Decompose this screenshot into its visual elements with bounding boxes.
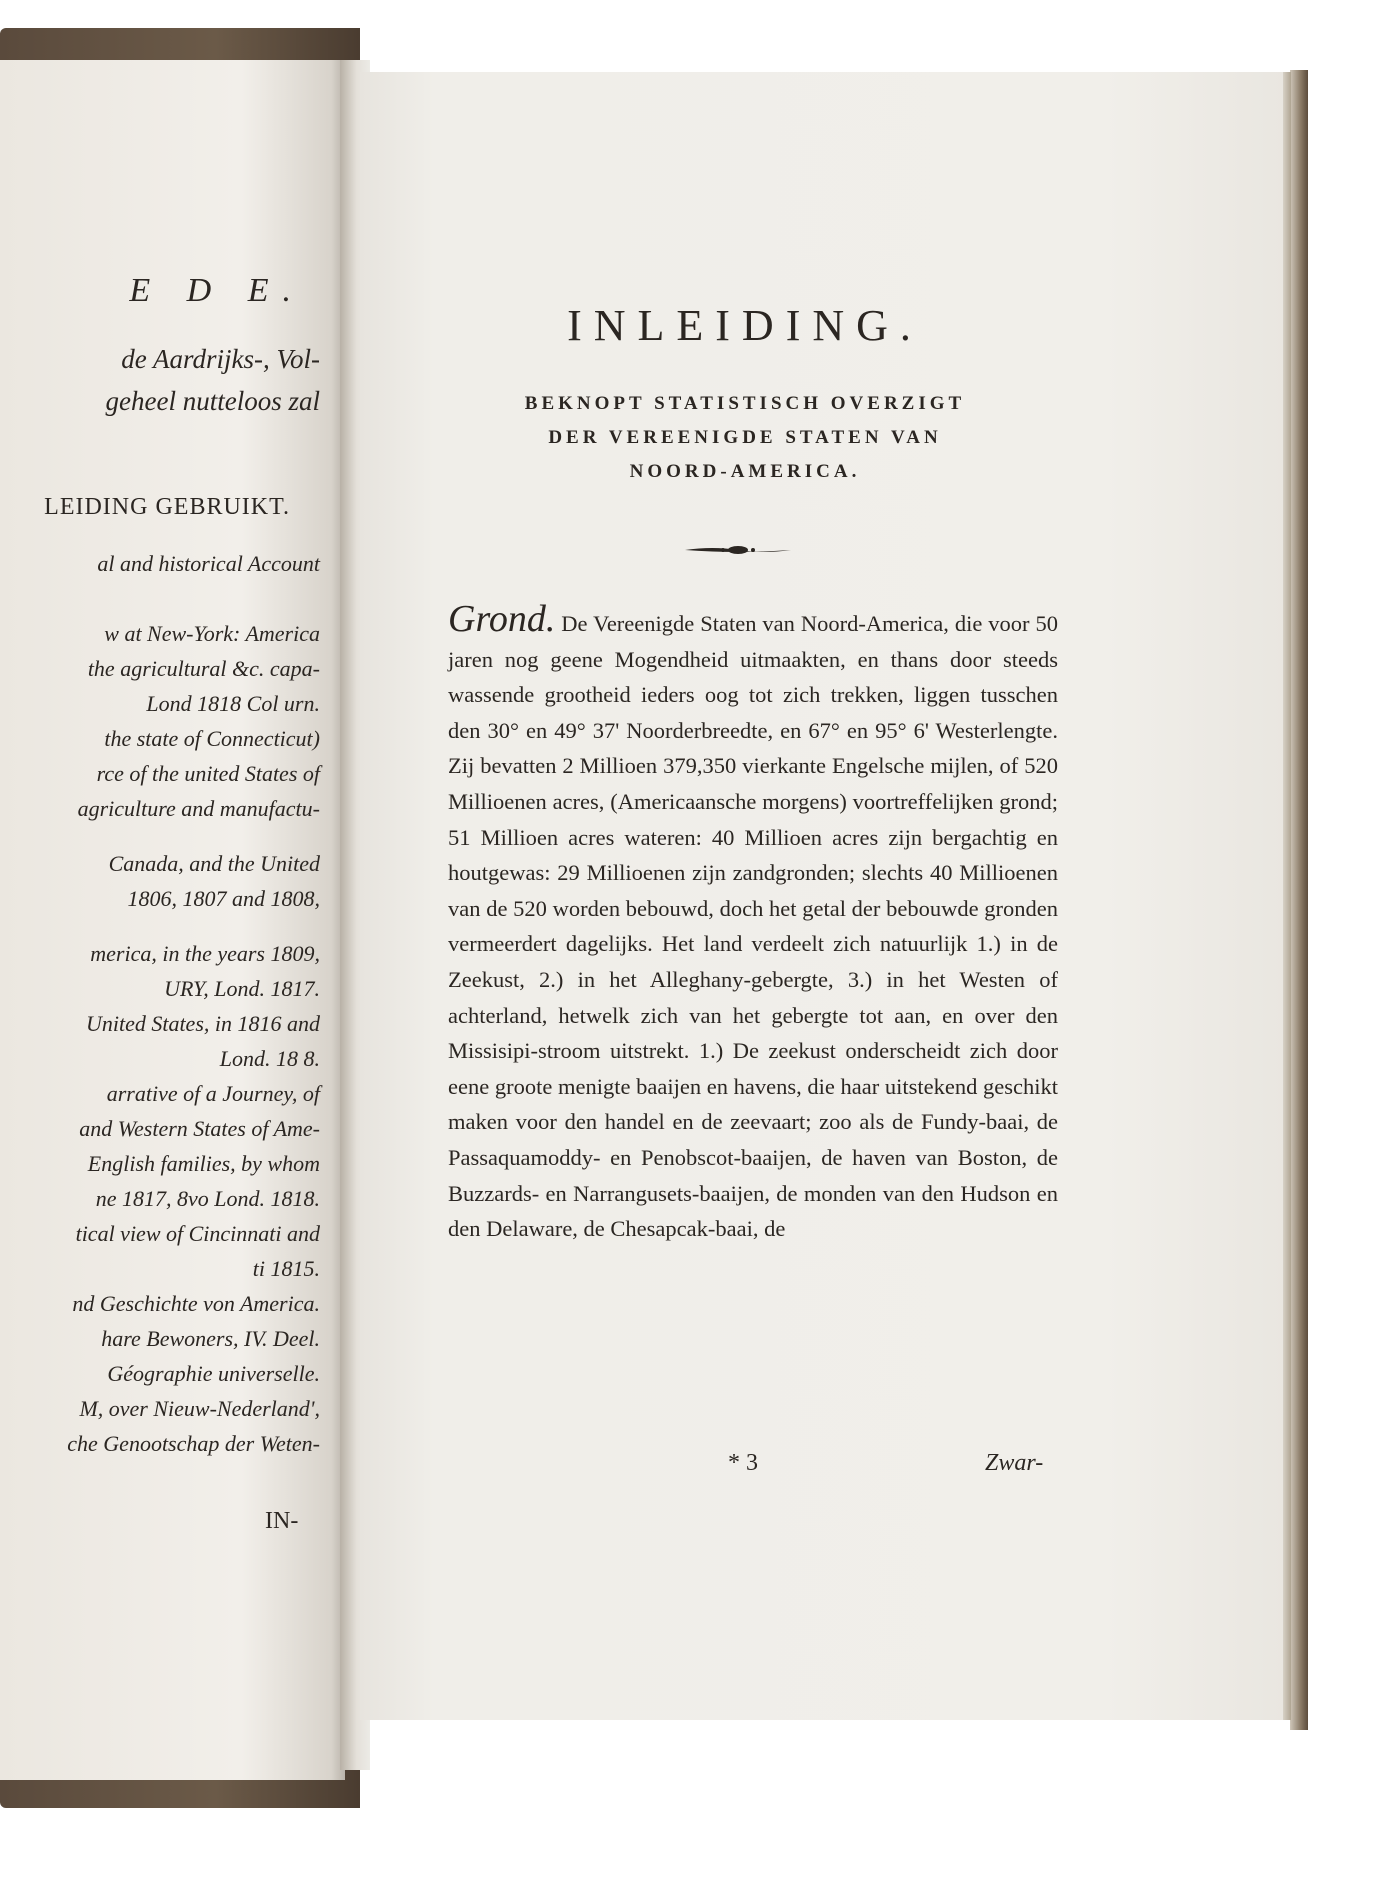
signature-mark: * 3 xyxy=(728,1450,758,1476)
dropcap-word: Grond. xyxy=(448,598,556,640)
reference-line: Canada, and the United xyxy=(108,851,320,876)
ornament-rule-icon xyxy=(683,540,793,560)
reference-line: agriculture and manufactu- xyxy=(77,796,320,821)
left-page xyxy=(0,60,345,1780)
reference-line: United States, in 1816 and xyxy=(85,1011,320,1036)
reference-line: and Western States of Ame- xyxy=(79,1116,320,1141)
reference-line: rce of the united States of xyxy=(96,761,320,786)
chapter-title: INLEIDING. xyxy=(567,301,923,350)
body-text: De Vereenigde Staten van Noord-America, die voor 50 jaren nog geene Mogendheid uitmaakten, en thans door steeds wassende grootheid ieders oog tot zich trekken, liggen tusschen den 30° en 49° 37' Noorderbreedte, en 67° en 95° 6' Westerlengte. Zij bevatten 2 Millioen 379,350 vierkante Engelsche mijlen, of 520 Millioenen acres, (Americaansche morgens) voortreffelijken grond; 51 Millioen acres wateren: 40 Millioen acres zijn bergachtig en houtgewas: 29 Millioenen zijn zandgronden; slechts 40 Millioenen van de 520 worden bebouwd, doch het getal der bebouwde gronden vermeerdert dagelijks. Het land verdeelt zich natuurlijk 1.) in de Zeekust, 2.) in het Alleghany-gebergte, 3.) in het Westen of achterland, hetwelk zich van het gebergte tot aan, en over den Missisipi-stroom uitstrekt. 1.) De zeekust onderscheidt zich door eene groote menigte baaijen en havens, die haar uitstekend geschikt maken voor den handel en de zeevaart; zoo als de Fundy-baai, de Passaquamoddy- en Penobscot-baaijen, de haven van Boston, de Buzzards- en Narrangusets-baaijen, de monden van den Hudson en den Delaware, de Chesapcak-baai, de xyxy=(448,611,1058,1242)
left-intro-line: geheel nutteloos zal xyxy=(105,386,320,416)
reference-line: w at New-York: America xyxy=(104,621,320,646)
chapter-subtitle-line: DER VEREENIGDE STATEN VAN xyxy=(548,427,942,448)
left-page-heading: E D E. xyxy=(129,272,305,309)
reference-line: merica, in the years 1809, xyxy=(90,941,320,966)
left-page-catchword: IN- xyxy=(265,1508,299,1534)
right-page-catchword: Zwar- xyxy=(985,1450,1044,1476)
reference-line: English families, by whom xyxy=(87,1151,320,1176)
reference-line: the agricultural &c. capa- xyxy=(87,656,320,681)
reference-line: Lond 1818 Col urn. xyxy=(146,691,320,716)
reference-line: che Genootschap der Weten- xyxy=(67,1431,320,1456)
book-cover-right xyxy=(1290,70,1308,1730)
reference-line: tical view of Cincinnati and xyxy=(75,1221,320,1246)
reference-line: arrative of a Journey, of xyxy=(106,1081,320,1106)
reference-line: ne 1817, 8vo Lond. 1818. xyxy=(95,1186,320,1211)
reference-line: al and historical Account xyxy=(97,551,320,576)
left-intro-line: de Aardrijks-, Vol- xyxy=(121,344,320,374)
left-page-subheading: LEIDING GEBRUIKT. xyxy=(44,494,290,520)
reference-line: the state of Connecticut) xyxy=(104,726,320,751)
reference-line: URY, Lond. 1817. xyxy=(164,976,320,1001)
reference-list xyxy=(0,546,320,1461)
reference-line: nd Geschichte von America. xyxy=(72,1291,320,1316)
reference-line: ti 1815. xyxy=(252,1256,320,1281)
reference-line: hare Bewoners, IV. Deel. xyxy=(101,1326,320,1351)
body-paragraph xyxy=(448,598,1058,1247)
reference-line: Géographie universelle. xyxy=(107,1361,320,1386)
reference-line: M, over Nieuw-Nederland', xyxy=(79,1396,320,1421)
chapter-subtitle-line: BEKNOPT STATISTISCH OVERZIGT xyxy=(524,393,966,414)
reference-line: Lond. 18 8. xyxy=(219,1046,320,1071)
left-page-intro xyxy=(0,338,320,422)
reference-line: 1806, 1807 and 1808, xyxy=(127,886,320,911)
right-page-edge xyxy=(1283,72,1291,1720)
chapter-subtitle-line: NOORD-AMERICA. xyxy=(629,461,861,482)
